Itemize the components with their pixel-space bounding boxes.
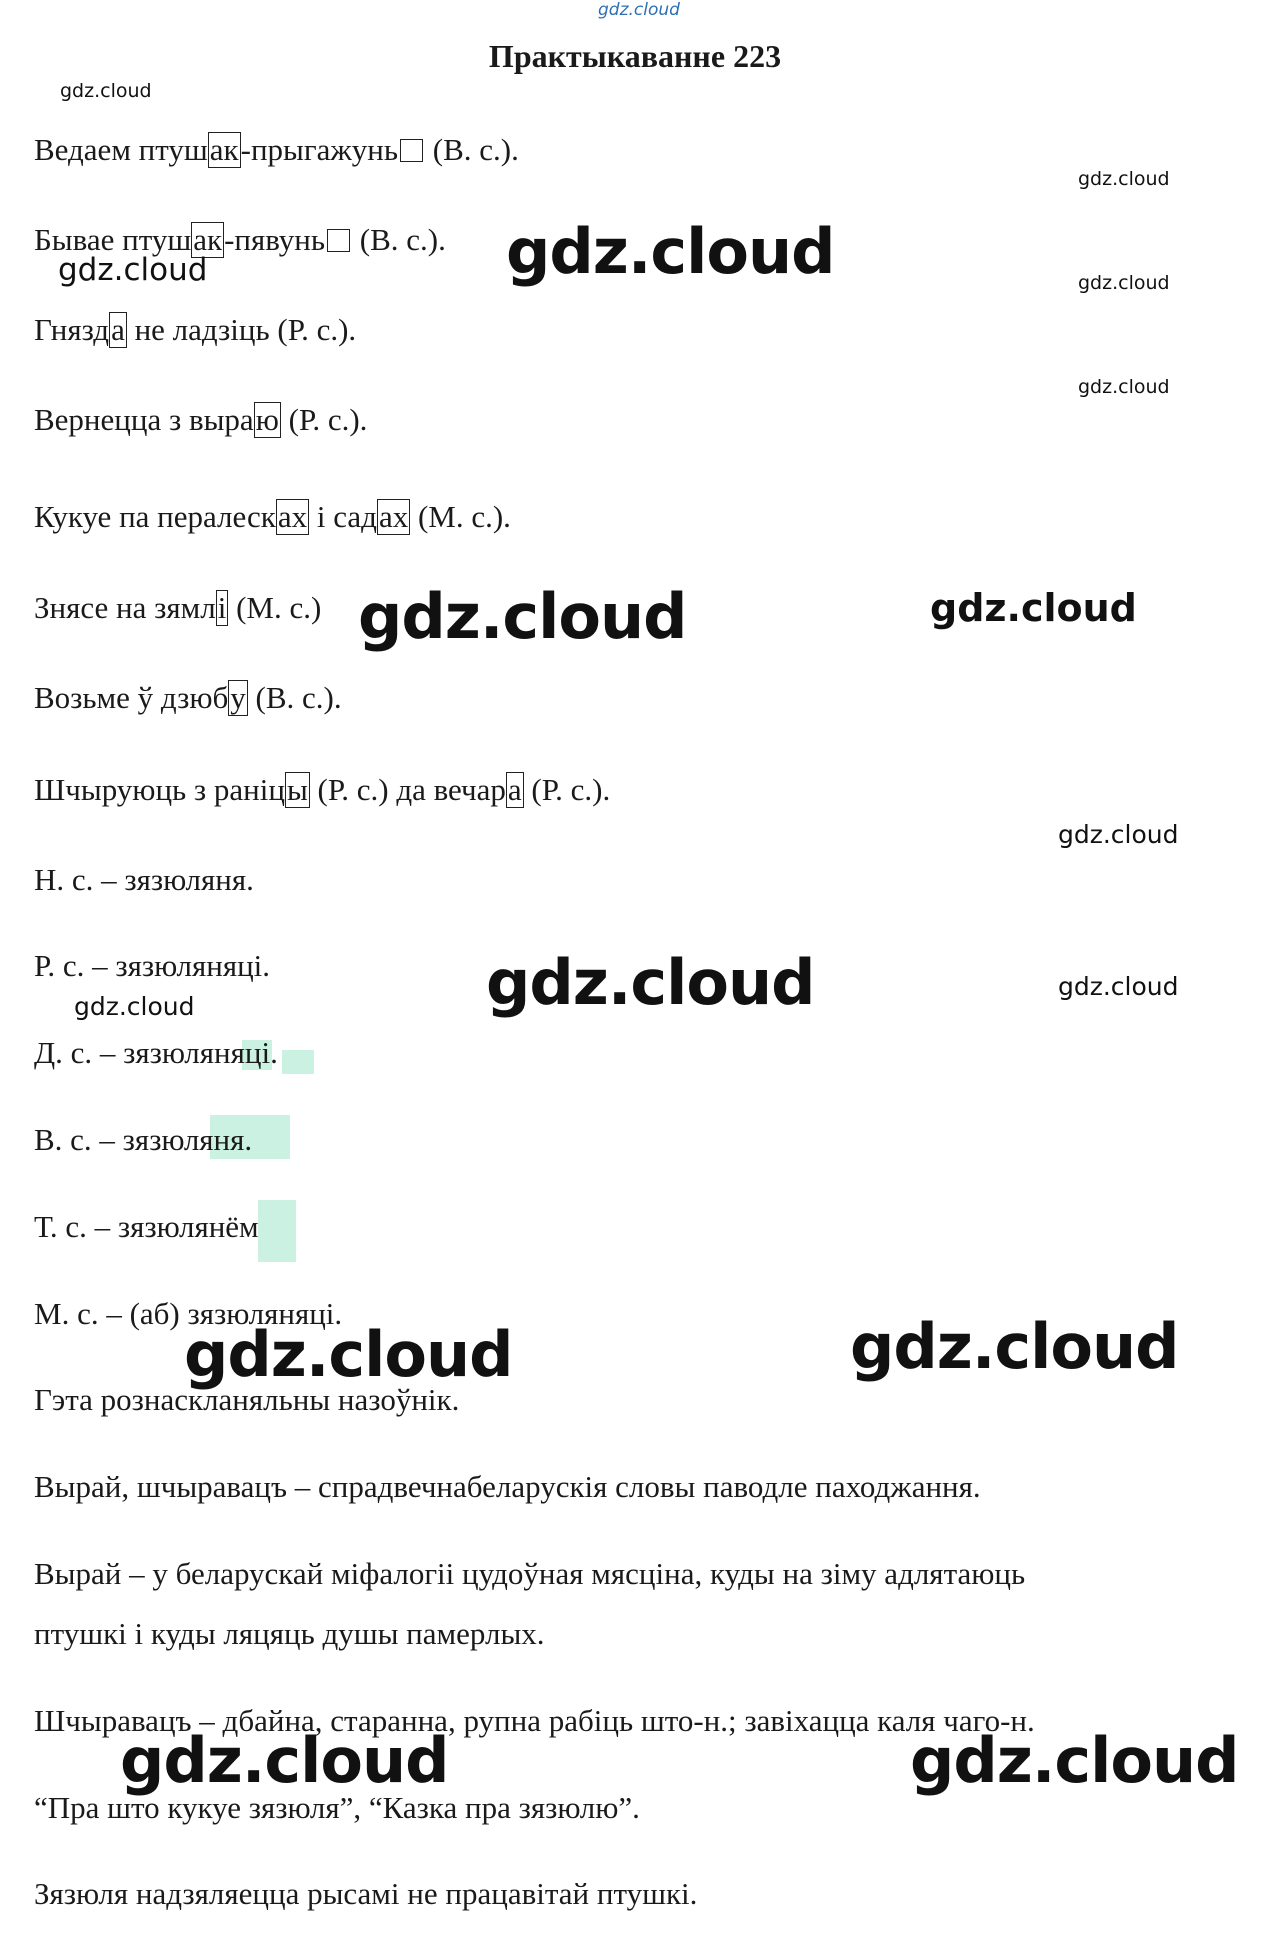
- text: -пявунь: [224, 222, 326, 257]
- watermark: gdz.cloud: [60, 80, 152, 102]
- text: (В. с.).: [425, 132, 519, 167]
- watermark: gdz.cloud: [506, 215, 835, 288]
- note-declension: Гэта рознаскланяльны назоўнік.: [34, 1382, 460, 1417]
- ending-box: ы: [286, 772, 308, 807]
- sentence-4: [34, 400, 367, 440]
- text: (М. с.): [228, 590, 322, 625]
- watermark: gdz.cloud: [1078, 168, 1170, 190]
- text: -прыгажунь: [240, 132, 398, 167]
- note-origin: Вырай, шчыравацъ – спрадвечнабеларускія словы паводле паходжання.: [34, 1469, 981, 1504]
- note-tales: “Пра што кукуе зязюля”, “Казка пра зязюлю”.: [34, 1790, 640, 1825]
- watermark: gdz.cloud: [1078, 376, 1170, 398]
- text: Бывае птуш: [34, 222, 192, 257]
- watermark: gdz.cloud: [358, 580, 687, 653]
- ending-box: у: [230, 680, 246, 715]
- watermark: gdz.cloud: [120, 1724, 449, 1797]
- watermark: gdz.cloud: [910, 1724, 1239, 1797]
- watermark: gdz.cloud: [930, 586, 1137, 630]
- text: (Р. с.).: [280, 402, 368, 437]
- text: і сад: [309, 499, 377, 534]
- highlight-mark: [258, 1200, 296, 1262]
- watermark: gdz.cloud: [1058, 820, 1179, 849]
- case-genitive: Р. с. – зязюляняці.: [34, 948, 271, 983]
- watermark: gdz.cloud: [1058, 972, 1179, 1001]
- text: Кукуе па пералеск: [34, 499, 276, 534]
- note-shchyravats: Шчыравацъ – дбайна, старанна, рупна рабіць што-н.; завіхацца каля чаго-н.: [34, 1703, 1035, 1738]
- sentence-6: [34, 588, 321, 628]
- sentence-1: [34, 130, 519, 170]
- sentence-3: [34, 310, 356, 350]
- note-vyrai-1: Вырай – у беларускай міфалогіі цудоўная мясціна, куды на зіму адлятаюць: [34, 1556, 1026, 1591]
- case-locative: М. с. – (аб) зязюляняці.: [34, 1296, 343, 1331]
- header-watermark: gdz.cloud: [598, 0, 680, 20]
- text: Шчыруюць з раніц: [34, 772, 285, 807]
- zero-ending-box: [327, 229, 350, 252]
- text: Гнязд: [34, 312, 110, 347]
- zero-ending-box: [400, 139, 423, 162]
- text: (В. с.).: [247, 680, 342, 715]
- ending-box: і: [217, 590, 227, 625]
- highlight-mark: [282, 1050, 314, 1074]
- text: (В. с.).: [352, 222, 446, 257]
- ending-box: а: [507, 772, 522, 807]
- text: Вернецца з выра: [34, 402, 254, 437]
- sentence-5: [34, 497, 511, 537]
- watermark: gdz.cloud: [1078, 272, 1170, 294]
- page-title: Практыкаванне 223: [488, 38, 782, 74]
- watermark: gdz.cloud: [58, 252, 208, 288]
- case-accusative: В. с. – зязюляня.: [34, 1122, 253, 1157]
- text: (М. с.).: [410, 499, 511, 534]
- ending-box: ю: [255, 402, 279, 437]
- case-nominative: Н. с. – зязюляня.: [34, 862, 254, 897]
- watermark: gdz.cloud: [74, 992, 195, 1021]
- text: Возьме ў дзюб: [34, 680, 229, 715]
- text: не ладзіць (Р. с.).: [126, 312, 357, 347]
- text: Ведаем птуш: [34, 132, 208, 167]
- text: (Р. с.).: [523, 772, 611, 807]
- text: (Р. с.) да вечар: [309, 772, 506, 807]
- ending-box: ак: [209, 132, 239, 167]
- note-vyrai-2: птушкі і куды ляцяць душы памерлых.: [34, 1616, 545, 1651]
- watermark: gdz.cloud: [850, 1310, 1179, 1383]
- ending-box: а: [111, 312, 125, 347]
- sentence-7: [34, 678, 342, 718]
- watermark: gdz.cloud: [486, 946, 815, 1019]
- text: Знясе на зямл: [34, 590, 216, 625]
- ending-box: ак: [193, 222, 223, 257]
- note-cuckoo: Зязюля надзяляецца рысамі не працавітай птушкі.: [34, 1876, 698, 1911]
- case-dative: Д. с. – зязюляняці.: [34, 1035, 278, 1070]
- watermark: gdz.cloud: [184, 1318, 513, 1391]
- ending-box: ах: [277, 499, 308, 534]
- sentence-8: [34, 770, 610, 810]
- case-instrumental: Т. с. – зязюлянём: [34, 1209, 259, 1244]
- ending-box: ах: [378, 499, 409, 534]
